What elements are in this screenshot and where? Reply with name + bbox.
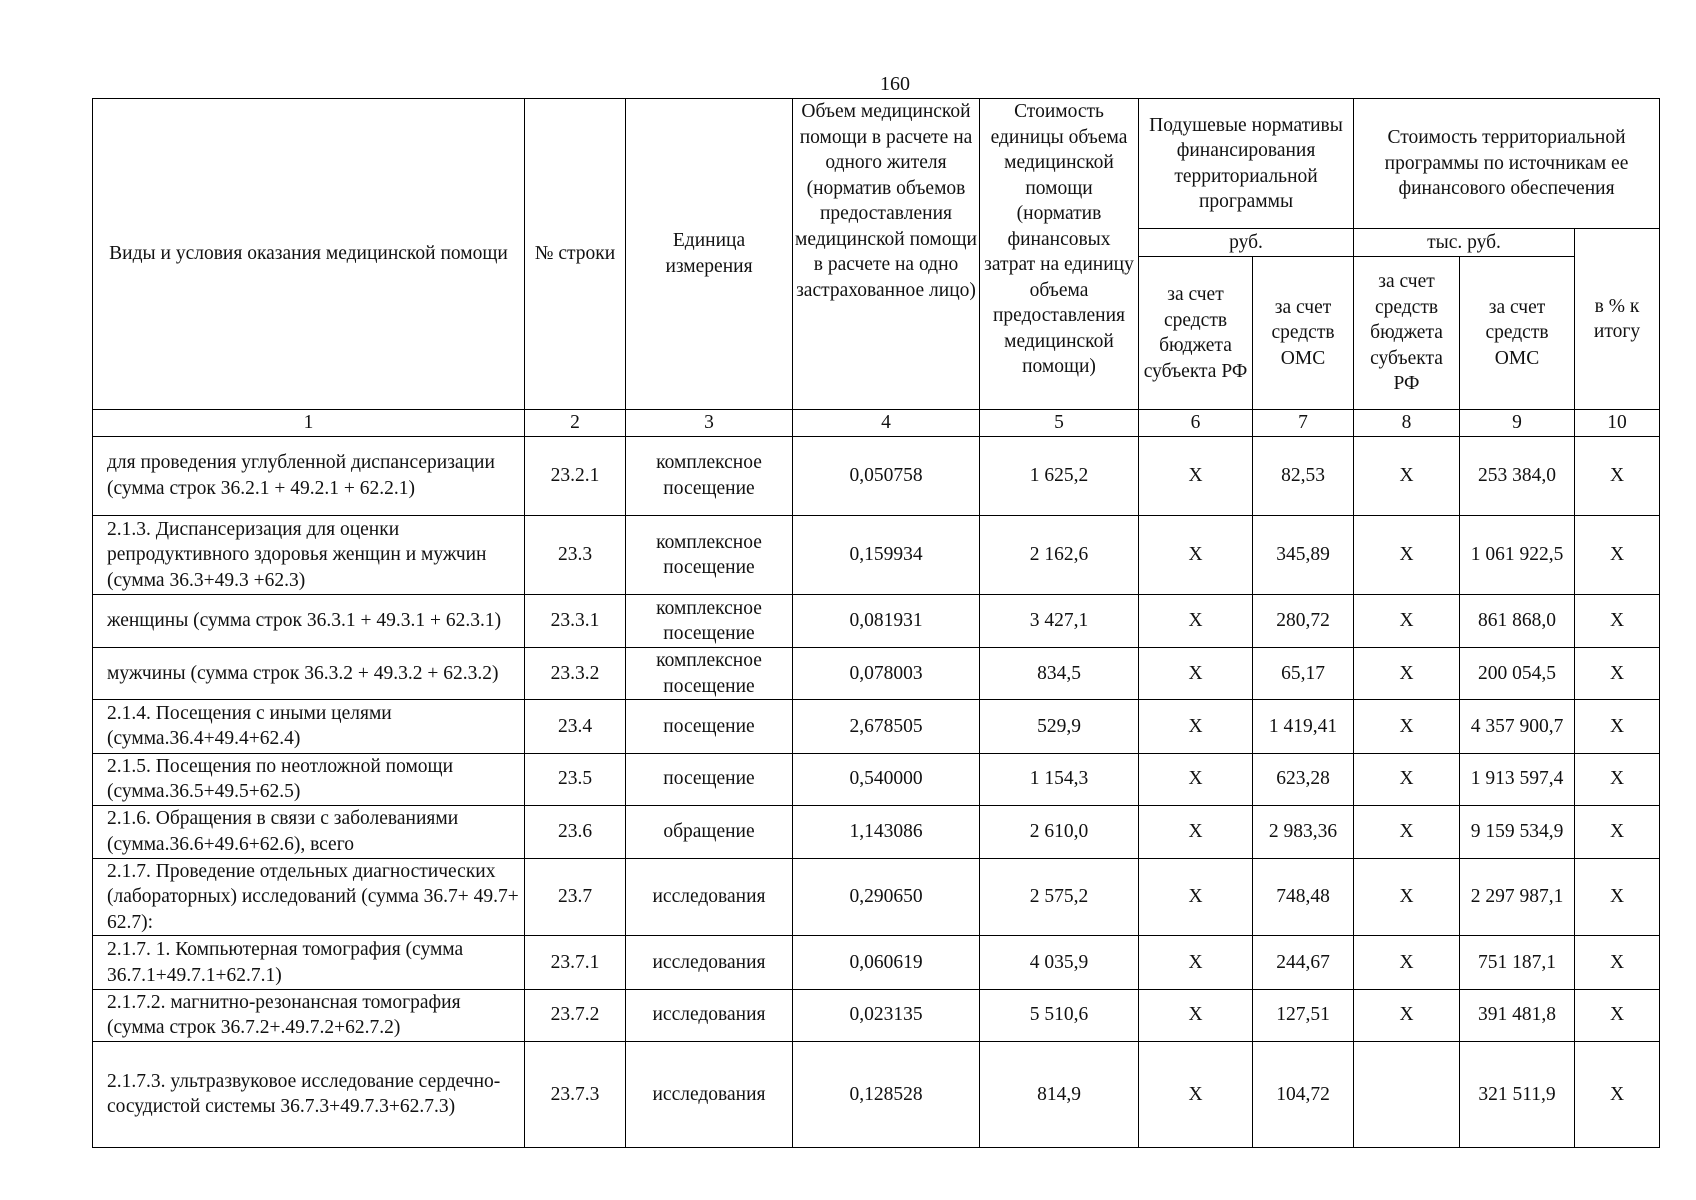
row-volume: 0,078003 [793,648,980,700]
row-budget-thousand [1354,1041,1460,1147]
row-budget-thousand: Х [1354,858,1460,936]
row-percent-of-total: Х [1575,648,1660,700]
header-program-cost: Стоимость территориальной программы по источникам ее финансового обеспечения [1354,99,1660,229]
row-line-number: 23.2.1 [525,436,626,515]
row-volume: 0,290650 [793,858,980,936]
row-oms-rub: 65,17 [1253,648,1354,700]
row-oms-thousand: 1 913 597,4 [1460,753,1575,805]
row-oms-thousand: 4 357 900,7 [1460,700,1575,753]
row-oms-rub: 82,53 [1253,436,1354,515]
row-unit: комплексное посещение [626,515,793,594]
row-name: для проведения углубленной диспансеризации (сумма строк 36.2.1 + 49.2.1 + 62.2.1) [93,436,525,515]
row-unit: комплексное посещение [626,436,793,515]
row-percent-of-total: Х [1575,936,1660,989]
row-line-number: 23.7.3 [525,1041,626,1147]
row-percent-of-total: Х [1575,753,1660,805]
row-percent-of-total: Х [1575,700,1660,753]
row-percent-of-total: Х [1575,436,1660,515]
row-budget-rub: Х [1139,805,1253,858]
table-row [93,753,1660,805]
row-line-number: 23.7 [525,858,626,936]
row-line-number: 23.4 [525,700,626,753]
column-number: 9 [1460,409,1575,436]
header-row-1 [93,99,1660,229]
row-unit: комплексное посещение [626,595,793,648]
row-oms-thousand: 861 868,0 [1460,595,1575,648]
table-row [93,1041,1660,1147]
row-unit-cost: 529,9 [980,700,1139,753]
table-row [93,936,1660,989]
header-unit-thousand-rub: тыс. руб. [1354,229,1575,257]
header-budget-rub: за счет средств бюджета субъекта РФ [1139,257,1253,409]
row-percent-of-total: Х [1575,515,1660,594]
row-unit-cost: 814,9 [980,1041,1139,1147]
row-volume: 0,050758 [793,436,980,515]
row-budget-rub: Х [1139,989,1253,1041]
row-unit: исследования [626,1041,793,1147]
column-number: 8 [1354,409,1460,436]
row-budget-thousand: Х [1354,595,1460,648]
column-number: 2 [525,409,626,436]
row-unit-cost: 3 427,1 [980,595,1139,648]
table-row [93,858,1660,936]
row-unit: посещение [626,700,793,753]
row-line-number: 23.6 [525,805,626,858]
row-budget-thousand: Х [1354,936,1460,989]
row-name: женщины (сумма строк 36.3.1 + 49.3.1 + 62.3.1) [93,595,525,648]
column-number: 3 [626,409,793,436]
row-oms-rub: 1 419,41 [1253,700,1354,753]
header-unit-rub: руб. [1139,229,1354,257]
row-unit-cost: 2 575,2 [980,858,1139,936]
column-number: 5 [980,409,1139,436]
row-oms-rub: 104,72 [1253,1041,1354,1147]
row-budget-rub: Х [1139,648,1253,700]
row-name: 2.1.3. Диспансеризация для оценки репродуктивного здоровья женщин и мужчин (сумма 36.3+49.3 +62.3) [93,515,525,594]
header-line-number: № строки [525,99,626,410]
row-unit: посещение [626,753,793,805]
row-percent-of-total: Х [1575,805,1660,858]
row-volume: 0,540000 [793,753,980,805]
row-oms-rub: 244,67 [1253,936,1354,989]
row-budget-rub: Х [1139,515,1253,594]
row-oms-thousand: 2 297 987,1 [1460,858,1575,936]
table-row [93,805,1660,858]
header-oms-rub: за счет средств ОМС [1253,257,1354,409]
table-row [93,700,1660,753]
financing-table [92,98,1660,1148]
row-unit: исследования [626,989,793,1041]
row-oms-rub: 748,48 [1253,858,1354,936]
table-body [93,436,1660,1147]
header-percent-of-total: в % к итогу [1575,229,1660,409]
row-volume: 0,159934 [793,515,980,594]
row-line-number: 23.3.1 [525,595,626,648]
row-budget-rub: Х [1139,1041,1253,1147]
row-oms-rub: 280,72 [1253,595,1354,648]
row-volume: 0,128528 [793,1041,980,1147]
row-unit-cost: 1 625,2 [980,436,1139,515]
header-kinds-of-care: Виды и условия оказания медицинской помощи [93,99,525,410]
row-budget-rub: Х [1139,753,1253,805]
row-unit: обращение [626,805,793,858]
row-unit: комплексное посещение [626,648,793,700]
column-number: 1 [93,409,525,436]
row-percent-of-total: Х [1575,989,1660,1041]
row-line-number: 23.3 [525,515,626,594]
page-number: 160 [880,73,910,95]
column-number: 6 [1139,409,1253,436]
row-name: мужчины (сумма строк 36.3.2 + 49.3.2 + 62.3.2) [93,648,525,700]
row-line-number: 23.3.2 [525,648,626,700]
header-unit: Единица измерения [626,99,793,410]
row-name: 2.1.7. Проведение отдельных диагностических (лабораторных) исследований (сумма 36.7+ 49.7+ 62.7): [93,858,525,936]
row-volume: 0,023135 [793,989,980,1041]
row-line-number: 23.7.1 [525,936,626,989]
row-unit-cost: 5 510,6 [980,989,1139,1041]
row-unit-cost: 834,5 [980,648,1139,700]
row-budget-thousand: Х [1354,515,1460,594]
row-oms-rub: 127,51 [1253,989,1354,1041]
row-budget-thousand: Х [1354,753,1460,805]
row-volume: 0,081931 [793,595,980,648]
row-unit: исследования [626,858,793,936]
row-budget-rub: Х [1139,595,1253,648]
table-row [93,515,1660,594]
row-oms-thousand: 9 159 534,9 [1460,805,1575,858]
row-oms-thousand: 253 384,0 [1460,436,1575,515]
column-number-row [93,409,1660,436]
table-row [93,436,1660,515]
row-percent-of-total: Х [1575,595,1660,648]
row-budget-thousand: Х [1354,436,1460,515]
row-name: 2.1.7. 1. Компьютерная томография (сумма 36.7.1+49.7.1+62.7.1) [93,936,525,989]
header-oms-thousand: за счет средств ОМС [1460,257,1575,409]
row-budget-rub: Х [1139,700,1253,753]
row-unit-cost: 1 154,3 [980,753,1139,805]
table-row [93,595,1660,648]
table-row [93,989,1660,1041]
row-volume: 2,678505 [793,700,980,753]
row-unit-cost: 4 035,9 [980,936,1139,989]
row-oms-rub: 623,28 [1253,753,1354,805]
header-budget-thousand: за счет средств бюджета субъекта РФ [1354,257,1460,409]
row-unit-cost: 2 610,0 [980,805,1139,858]
row-budget-thousand: Х [1354,700,1460,753]
table-row [93,648,1660,700]
row-volume: 1,143086 [793,805,980,858]
column-number: 4 [793,409,980,436]
header-unit-cost: Стоимость единицы объема медицинской помощи (норматив финансовых затрат на единицу объема предоставления медицинской помощи) [980,99,1139,410]
header-per-capita-norms: Подушевые нормативы финансирования территориальной программы [1139,99,1354,229]
row-name: 2.1.6. Обращения в связи с заболеваниями (сумма.36.6+49.6+62.6), всего [93,805,525,858]
row-unit: исследования [626,936,793,989]
row-budget-rub: Х [1139,936,1253,989]
row-oms-thousand: 1 061 922,5 [1460,515,1575,594]
row-oms-rub: 2 983,36 [1253,805,1354,858]
row-percent-of-total: Х [1575,1041,1660,1147]
row-oms-thousand: 200 054,5 [1460,648,1575,700]
row-budget-thousand: Х [1354,648,1460,700]
row-oms-rub: 345,89 [1253,515,1354,594]
row-line-number: 23.7.2 [525,989,626,1041]
row-percent-of-total: Х [1575,858,1660,936]
row-budget-rub: Х [1139,436,1253,515]
header-volume: Объем медицинской помощи в расчете на одного жителя (норматив объемов предоставления медицинской помощи в расчете на одно застрахованное лицо) [793,99,980,410]
row-name: 2.1.7.3. ультразвуковое исследование сердечно-сосудистой системы 36.7.3+49.7.3+62.7.3) [93,1041,525,1147]
row-unit-cost: 2 162,6 [980,515,1139,594]
row-oms-thousand: 751 187,1 [1460,936,1575,989]
row-volume: 0,060619 [793,936,980,989]
row-budget-thousand: Х [1354,989,1460,1041]
row-budget-thousand: Х [1354,805,1460,858]
column-number: 7 [1253,409,1354,436]
row-line-number: 23.5 [525,753,626,805]
row-oms-thousand: 321 511,9 [1460,1041,1575,1147]
row-name: 2.1.4. Посещения с иными целями (сумма.36.4+49.4+62.4) [93,700,525,753]
row-name: 2.1.7.2. магнитно-резонансная томография (сумма строк 36.7.2+.49.7.2+62.7.2) [93,989,525,1041]
column-number: 10 [1575,409,1660,436]
row-name: 2.1.5. Посещения по неотложной помощи (сумма.36.5+49.5+62.5) [93,753,525,805]
row-oms-thousand: 391 481,8 [1460,989,1575,1041]
row-budget-rub: Х [1139,858,1253,936]
